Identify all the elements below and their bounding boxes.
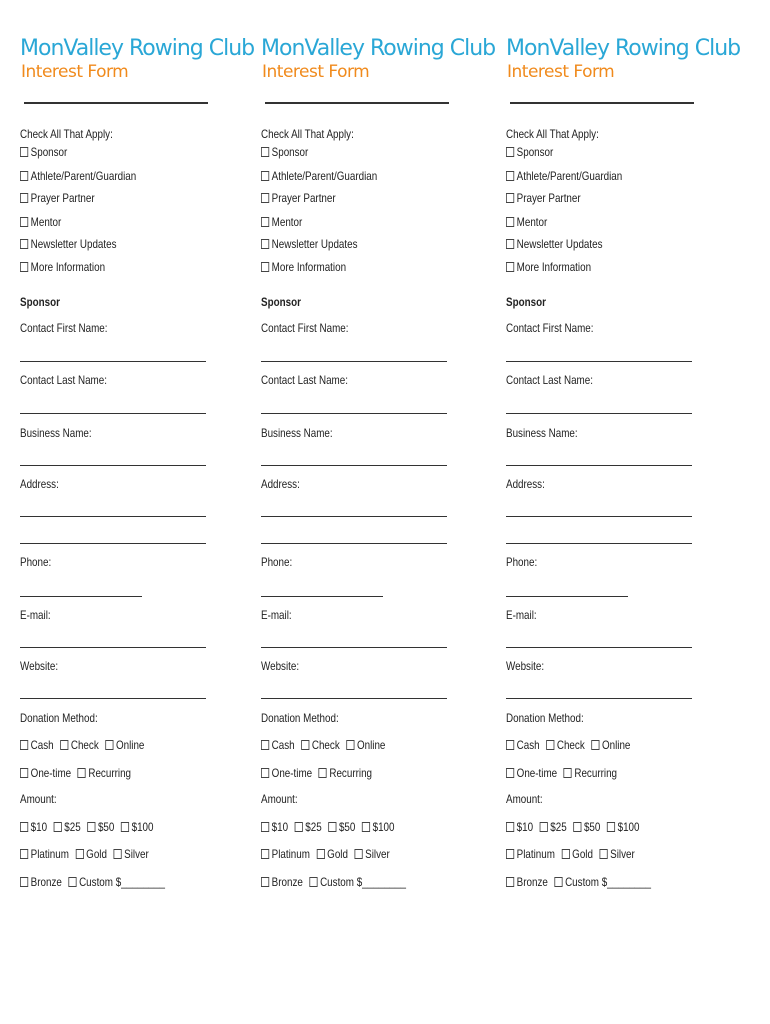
- amount-100[interactable]: $100: [607, 820, 640, 834]
- first-name-label: Contact First Name:: [261, 321, 349, 335]
- donation-method-label: Donation Method:: [506, 711, 584, 725]
- check-option-mentor[interactable]: Mentor: [20, 215, 61, 229]
- website-label: Website:: [20, 659, 59, 673]
- checkbox-icon: [261, 193, 269, 203]
- checkbox-icon: [506, 849, 514, 859]
- phone-field[interactable]: [261, 596, 383, 597]
- checkbox-icon: [554, 877, 562, 887]
- amount-label: Amount:: [506, 792, 543, 806]
- checkbox-icon: [60, 740, 68, 750]
- section-title: Sponsor: [506, 295, 546, 309]
- checkbox-icon: [20, 171, 28, 181]
- method-check[interactable]: Check: [60, 738, 99, 752]
- checkbox-icon: [546, 740, 554, 750]
- amount-10[interactable]: $10: [20, 820, 47, 834]
- amount-label: Amount:: [20, 792, 57, 806]
- amount-100[interactable]: $100: [121, 820, 154, 834]
- checkbox-icon: [506, 768, 514, 778]
- form-copy-3: [506, 0, 741, 1024]
- checkbox-icon: [506, 262, 514, 272]
- email-label: E-mail:: [506, 608, 537, 622]
- checkbox-icon: [564, 768, 572, 778]
- logo-club-name: MonValley Rowing Club: [506, 36, 741, 61]
- checkbox-icon: [295, 822, 303, 832]
- last-name-field[interactable]: [261, 413, 447, 414]
- checkbox-icon: [68, 877, 76, 887]
- address-field-2[interactable]: [20, 543, 206, 544]
- club-logo: [261, 36, 496, 86]
- first-name-label: Contact First Name:: [506, 321, 594, 335]
- level-options-2: [261, 875, 413, 889]
- check-option-sponsor[interactable]: Sponsor: [261, 145, 308, 159]
- check-option-athlete[interactable]: Athlete/Parent/Guardian: [506, 169, 622, 183]
- business-name-label: Business Name:: [506, 426, 578, 440]
- donation-method-label: Donation Method:: [20, 711, 98, 725]
- donation-method-options: [261, 738, 392, 752]
- level-silver[interactable]: Silver: [600, 847, 635, 861]
- amount-25[interactable]: $25: [295, 820, 322, 834]
- checkbox-icon: [309, 877, 317, 887]
- checkbox-icon: [20, 147, 28, 157]
- check-option-athlete[interactable]: Athlete/Parent/Guardian: [20, 169, 136, 183]
- checkbox-icon: [540, 822, 548, 832]
- website-field[interactable]: [20, 698, 206, 699]
- checkbox-icon: [261, 217, 269, 227]
- logo-form-title: Interest Form: [21, 62, 129, 82]
- first-name-field[interactable]: [20, 361, 206, 362]
- address-label: Address:: [20, 477, 59, 491]
- check-option-athlete[interactable]: Athlete/Parent/Guardian: [261, 169, 377, 183]
- checkbox-icon: [506, 877, 514, 887]
- website-field[interactable]: [261, 698, 447, 699]
- level-gold[interactable]: Gold: [76, 847, 107, 861]
- check-option-more-info[interactable]: More Information: [20, 260, 105, 274]
- amount-50[interactable]: $50: [328, 820, 355, 834]
- checkbox-icon: [261, 877, 269, 887]
- check-option-more-info[interactable]: More Information: [506, 260, 591, 274]
- level-silver[interactable]: Silver: [114, 847, 149, 861]
- header-divider: [510, 102, 694, 104]
- checkbox-icon: [506, 740, 514, 750]
- checkbox-icon: [20, 262, 28, 272]
- last-name-label: Contact Last Name:: [20, 373, 107, 387]
- logo-club-name: MonValley Rowing Club: [261, 36, 496, 61]
- checkbox-icon: [362, 822, 370, 832]
- level-bronze[interactable]: Bronze: [506, 875, 548, 889]
- phone-label: Phone:: [506, 555, 538, 569]
- checkbox-icon: [301, 740, 309, 750]
- first-name-label: Contact First Name:: [20, 321, 108, 335]
- section-title: Sponsor: [261, 295, 301, 309]
- check-option-sponsor[interactable]: Sponsor: [20, 145, 67, 159]
- checkbox-icon: [20, 877, 28, 887]
- phone-label: Phone:: [20, 555, 52, 569]
- check-option-newsletter[interactable]: Newsletter Updates: [506, 237, 603, 251]
- checkbox-icon: [562, 849, 570, 859]
- level-options: [261, 847, 396, 861]
- check-all-label: Check All That Apply:: [20, 127, 113, 141]
- last-name-label: Contact Last Name:: [506, 373, 593, 387]
- method-check[interactable]: Check: [546, 738, 585, 752]
- level-custom[interactable]: Custom $________: [309, 875, 406, 889]
- frequency-one-time[interactable]: One-time: [20, 766, 71, 780]
- frequency-options: [261, 766, 379, 780]
- logo-form-title: Interest Form: [262, 62, 370, 82]
- amount-options: [261, 820, 401, 834]
- checkbox-icon: [54, 822, 62, 832]
- checkbox-icon: [261, 171, 269, 181]
- checkbox-icon: [105, 740, 113, 750]
- checkbox-icon: [355, 849, 363, 859]
- amount-25[interactable]: $25: [540, 820, 567, 834]
- logo-form-title: Interest Form: [507, 62, 615, 82]
- checkbox-icon: [317, 849, 325, 859]
- frequency-options: [506, 766, 624, 780]
- address-field-1[interactable]: [506, 516, 692, 517]
- header-divider: [265, 102, 449, 104]
- checkbox-icon: [121, 822, 129, 832]
- check-option-sponsor[interactable]: Sponsor: [506, 145, 553, 159]
- website-label: Website:: [261, 659, 300, 673]
- section-title: Sponsor: [20, 295, 60, 309]
- checkbox-icon: [20, 239, 28, 249]
- method-online[interactable]: Online: [346, 738, 385, 752]
- checkbox-icon: [506, 239, 514, 249]
- business-name-field[interactable]: [20, 465, 206, 466]
- checkbox-icon: [114, 849, 122, 859]
- check-option-prayer-partner[interactable]: Prayer Partner: [261, 191, 336, 205]
- checkbox-icon: [261, 768, 269, 778]
- checkbox-icon: [20, 822, 28, 832]
- check-option-prayer-partner[interactable]: Prayer Partner: [506, 191, 581, 205]
- business-name-field[interactable]: [261, 465, 447, 466]
- business-name-label: Business Name:: [261, 426, 333, 440]
- frequency-recurring[interactable]: Recurring: [319, 766, 372, 780]
- level-platinum[interactable]: Platinum: [261, 847, 310, 861]
- check-option-prayer-partner[interactable]: Prayer Partner: [20, 191, 95, 205]
- checkbox-icon: [87, 822, 95, 832]
- checkbox-icon: [600, 849, 608, 859]
- phone-label: Phone:: [261, 555, 293, 569]
- address-field-2[interactable]: [506, 543, 692, 544]
- checkbox-icon: [20, 740, 28, 750]
- last-name-field[interactable]: [506, 413, 692, 414]
- frequency-one-time[interactable]: One-time: [506, 766, 557, 780]
- checkbox-icon: [261, 147, 269, 157]
- level-options-2: [20, 875, 172, 889]
- check-all-label: Check All That Apply:: [261, 127, 354, 141]
- frequency-recurring[interactable]: Recurring: [78, 766, 131, 780]
- address-label: Address:: [506, 477, 545, 491]
- checkbox-icon: [261, 849, 269, 859]
- checkbox-icon: [261, 822, 269, 832]
- header-divider: [24, 102, 208, 104]
- method-cash[interactable]: Cash: [261, 738, 295, 752]
- business-name-label: Business Name:: [20, 426, 92, 440]
- checkbox-icon: [78, 768, 86, 778]
- check-option-newsletter[interactable]: Newsletter Updates: [20, 237, 117, 251]
- frequency-one-time[interactable]: One-time: [261, 766, 312, 780]
- checkbox-icon: [261, 262, 269, 272]
- form-copy-1: [20, 0, 255, 1024]
- frequency-options: [20, 766, 138, 780]
- checkbox-icon: [20, 193, 28, 203]
- level-gold[interactable]: Gold: [562, 847, 593, 861]
- checkbox-icon: [20, 217, 28, 227]
- amount-10[interactable]: $10: [261, 820, 288, 834]
- checkbox-icon: [328, 822, 336, 832]
- business-name-field[interactable]: [506, 465, 692, 466]
- amount-50[interactable]: $50: [573, 820, 600, 834]
- checkbox-icon: [591, 740, 599, 750]
- club-logo: [506, 36, 741, 86]
- level-options: [506, 847, 641, 861]
- amount-50[interactable]: $50: [87, 820, 114, 834]
- check-option-mentor[interactable]: Mentor: [261, 215, 302, 229]
- checkbox-icon: [607, 822, 615, 832]
- first-name-field[interactable]: [261, 361, 447, 362]
- form-copy-2: [261, 0, 496, 1024]
- last-name-field[interactable]: [20, 413, 206, 414]
- donation-method-options: [506, 738, 637, 752]
- checkbox-icon: [20, 768, 28, 778]
- checkbox-icon: [346, 740, 354, 750]
- amount-25[interactable]: $25: [54, 820, 81, 834]
- level-options-2: [506, 875, 658, 889]
- level-gold[interactable]: Gold: [317, 847, 348, 861]
- email-field[interactable]: [20, 647, 206, 648]
- method-online[interactable]: Online: [105, 738, 144, 752]
- level-options: [20, 847, 155, 861]
- checkbox-icon: [20, 849, 28, 859]
- amount-options: [506, 820, 646, 834]
- level-bronze[interactable]: Bronze: [261, 875, 303, 889]
- checkbox-icon: [506, 193, 514, 203]
- checkbox-icon: [261, 239, 269, 249]
- phone-field[interactable]: [506, 596, 628, 597]
- level-bronze[interactable]: Bronze: [20, 875, 62, 889]
- address-label: Address:: [261, 477, 300, 491]
- checkbox-icon: [506, 171, 514, 181]
- check-option-mentor[interactable]: Mentor: [506, 215, 547, 229]
- checkbox-icon: [573, 822, 581, 832]
- check-all-label: Check All That Apply:: [506, 127, 599, 141]
- address-field-2[interactable]: [261, 543, 447, 544]
- checkbox-icon: [319, 768, 327, 778]
- checkbox-icon: [506, 217, 514, 227]
- club-logo: [20, 36, 255, 86]
- checkbox-icon: [506, 822, 514, 832]
- address-field-1[interactable]: [20, 516, 206, 517]
- amount-10[interactable]: $10: [506, 820, 533, 834]
- level-silver[interactable]: Silver: [355, 847, 390, 861]
- last-name-label: Contact Last Name:: [261, 373, 348, 387]
- level-platinum[interactable]: Platinum: [20, 847, 69, 861]
- email-field[interactable]: [261, 647, 447, 648]
- phone-field[interactable]: [20, 596, 142, 597]
- level-platinum[interactable]: Platinum: [506, 847, 555, 861]
- email-field[interactable]: [506, 647, 692, 648]
- check-option-more-info[interactable]: More Information: [261, 260, 346, 274]
- donation-method-options: [20, 738, 151, 752]
- logo-club-name: MonValley Rowing Club: [20, 36, 255, 61]
- email-label: E-mail:: [20, 608, 51, 622]
- level-custom[interactable]: Custom $________: [554, 875, 651, 889]
- amount-label: Amount:: [261, 792, 298, 806]
- method-cash[interactable]: Cash: [20, 738, 54, 752]
- checkbox-icon: [76, 849, 84, 859]
- first-name-field[interactable]: [506, 361, 692, 362]
- checkbox-icon: [261, 740, 269, 750]
- address-field-1[interactable]: [261, 516, 447, 517]
- email-label: E-mail:: [261, 608, 292, 622]
- donation-method-label: Donation Method:: [261, 711, 339, 725]
- method-online[interactable]: Online: [591, 738, 630, 752]
- method-check[interactable]: Check: [301, 738, 340, 752]
- level-custom[interactable]: Custom $________: [68, 875, 165, 889]
- website-field[interactable]: [506, 698, 692, 699]
- amount-100[interactable]: $100: [362, 820, 395, 834]
- check-option-newsletter[interactable]: Newsletter Updates: [261, 237, 358, 251]
- method-cash[interactable]: Cash: [506, 738, 540, 752]
- website-label: Website:: [506, 659, 545, 673]
- checkbox-icon: [506, 147, 514, 157]
- amount-options: [20, 820, 160, 834]
- frequency-recurring[interactable]: Recurring: [564, 766, 617, 780]
